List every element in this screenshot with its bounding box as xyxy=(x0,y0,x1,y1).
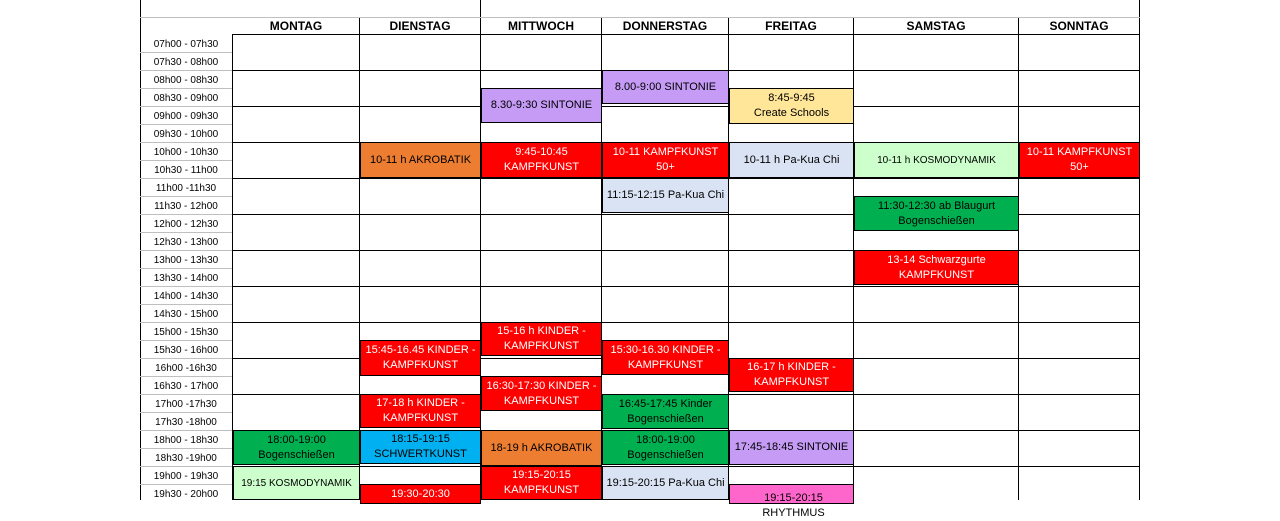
time-slot: 08h30 - 09h00 xyxy=(153,92,219,104)
event-wednesday-akrobatik[interactable]: 18-19 h AKROBATIK xyxy=(481,430,602,466)
time-slot: 18h30 -19h00 xyxy=(155,452,217,464)
time-slot: 16h00 -16h30 xyxy=(155,362,217,374)
time-slot: 16h30 - 17h00 xyxy=(153,380,219,392)
event-saturday-bogenschiessen-blaugurt[interactable]: 11:30-12:30 ab Blaugurt Bogenschießen xyxy=(854,196,1019,231)
event-sunday-kampfkunst-50plus[interactable]: 10-11 KAMPFKUNST 50+ xyxy=(1019,142,1140,178)
event-wednesday-kampfkunst-evening[interactable]: 19:15-20:15 KAMPFKUNST xyxy=(481,466,602,500)
time-slot: 09h00 - 09h30 xyxy=(153,110,219,122)
event-tuesday-kinder-kampfkunst-1[interactable]: 15:45-16.45 KINDER - KAMPFKUNST xyxy=(360,340,481,376)
event-saturday-kosmodynamik[interactable]: 10-11 h KOSMODYNAMIK xyxy=(854,142,1019,178)
day-header-saturday: SAMSTAG xyxy=(906,19,966,33)
time-slot: 12h30 - 13h00 xyxy=(153,236,219,248)
event-tuesday-kinder-kampfkunst-2[interactable]: 17-18 h KINDER - KAMPFKUNST xyxy=(360,394,481,428)
event-thursday-kampfkunst-50plus[interactable]: 10-11 KAMPFKUNST 50+ xyxy=(602,142,729,178)
event-tuesday-schwertkunst[interactable]: 18:15-19:15 SCHWERTKUNST xyxy=(360,430,481,464)
event-thursday-kinder-bogenschiessen[interactable]: 16:45-17:45 Kinder Bogenschießen xyxy=(602,394,729,429)
time-slot: 07h00 - 07h30 xyxy=(153,38,219,50)
time-slot: 14h30 - 15h00 xyxy=(153,308,219,320)
day-header-wednesday: MITTWOCH xyxy=(508,19,574,33)
event-friday-create-schools[interactable]: 8:45-9:45 Create Schools xyxy=(729,88,854,124)
time-slot: 19h00 - 19h30 xyxy=(153,470,219,482)
time-slot: 13h00 - 13h30 xyxy=(153,254,219,266)
time-slot: 07h30 - 08h00 xyxy=(153,56,219,68)
time-slot: 18h00 - 18h30 xyxy=(153,434,219,446)
event-monday-bogenschiessen[interactable]: 18:00-19:00 Bogenschießen xyxy=(233,430,360,465)
day-header-sunday: SONNTAG xyxy=(1049,19,1109,33)
time-slot: 12h00 - 12h30 xyxy=(153,218,219,230)
event-tuesday-akrobatik[interactable]: 10-11 h AKROBATIK xyxy=(360,142,481,178)
event-friday-rhythmus[interactable]: 19:15-20:15 RHYTHMUS xyxy=(729,484,854,504)
time-slot: 10h00 - 10h30 xyxy=(153,146,219,158)
event-thursday-sintonie[interactable]: 8.00-9:00 SINTONIE xyxy=(602,70,729,104)
event-thursday-kinder-kampfkunst[interactable]: 15:30-16.30 KINDER - KAMPFKUNST xyxy=(602,340,729,375)
day-header-tuesday: DIENSTAG xyxy=(389,19,451,33)
time-slot: 13h30 - 14h00 xyxy=(153,272,219,284)
event-monday-kosmodynamik[interactable]: 19:15 KOSMODYNAMIK xyxy=(233,466,360,500)
time-slot: 10h30 - 11h00 xyxy=(154,164,218,176)
time-slot: 19h30 - 20h00 xyxy=(153,488,219,500)
time-slot: 14h00 - 14h30 xyxy=(153,290,219,302)
time-slot: 17h30 -18h00 xyxy=(155,416,217,428)
time-slot: 11h30 - 12h00 xyxy=(154,200,218,212)
event-thursday-bogenschiessen[interactable]: 18:00-19:00 Bogenschießen xyxy=(602,430,729,465)
event-tuesday-1930[interactable]: 19:30-20:30 xyxy=(360,484,481,504)
event-friday-sintonie[interactable]: 17:45-18:45 SINTONIE xyxy=(729,430,854,465)
event-wednesday-kinder-kampfkunst-1[interactable]: 15-16 h KINDER - KAMPFKUNST xyxy=(481,322,602,356)
day-header-thursday: DONNERSTAG xyxy=(622,19,708,33)
time-slot: 11h00 -11h30 xyxy=(155,182,217,194)
time-slot: 15h30 - 16h00 xyxy=(153,344,219,356)
time-slot: 08h00 - 08h30 xyxy=(153,74,219,86)
event-thursday-pakua-chi-1[interactable]: 11:15-12:15 Pa-Kua Chi xyxy=(602,178,729,213)
day-header-monday: MONTAG xyxy=(269,19,323,33)
day-header-friday: FREITAG xyxy=(765,19,817,33)
event-thursday-pakua-chi-2[interactable]: 19:15-20:15 Pa-Kua Chi xyxy=(602,466,729,500)
time-slot: 15h00 - 15h30 xyxy=(153,326,219,338)
event-friday-pakua-chi[interactable]: 10-11 h Pa-Kua Chi xyxy=(729,142,854,178)
event-wednesday-sintonie[interactable]: 8.30-9:30 SINTONIE xyxy=(481,88,602,123)
event-wednesday-kinder-kampfkunst-2[interactable]: 16:30-17:30 KINDER - KAMPFKUNST xyxy=(481,376,602,411)
event-friday-kinder-kampfkunst[interactable]: 16-17 h KINDER - KAMPFKUNST xyxy=(729,358,854,392)
event-wednesday-kampfkunst[interactable]: 9:45-10:45 KAMPFKUNST xyxy=(481,142,602,178)
event-saturday-schwarzgurte-kampfkunst[interactable]: 13-14 Schwarzgurte KAMPFKUNST xyxy=(854,250,1019,285)
time-slot: 09h30 - 10h00 xyxy=(153,128,219,140)
time-slot: 17h00 -17h30 xyxy=(155,398,217,410)
